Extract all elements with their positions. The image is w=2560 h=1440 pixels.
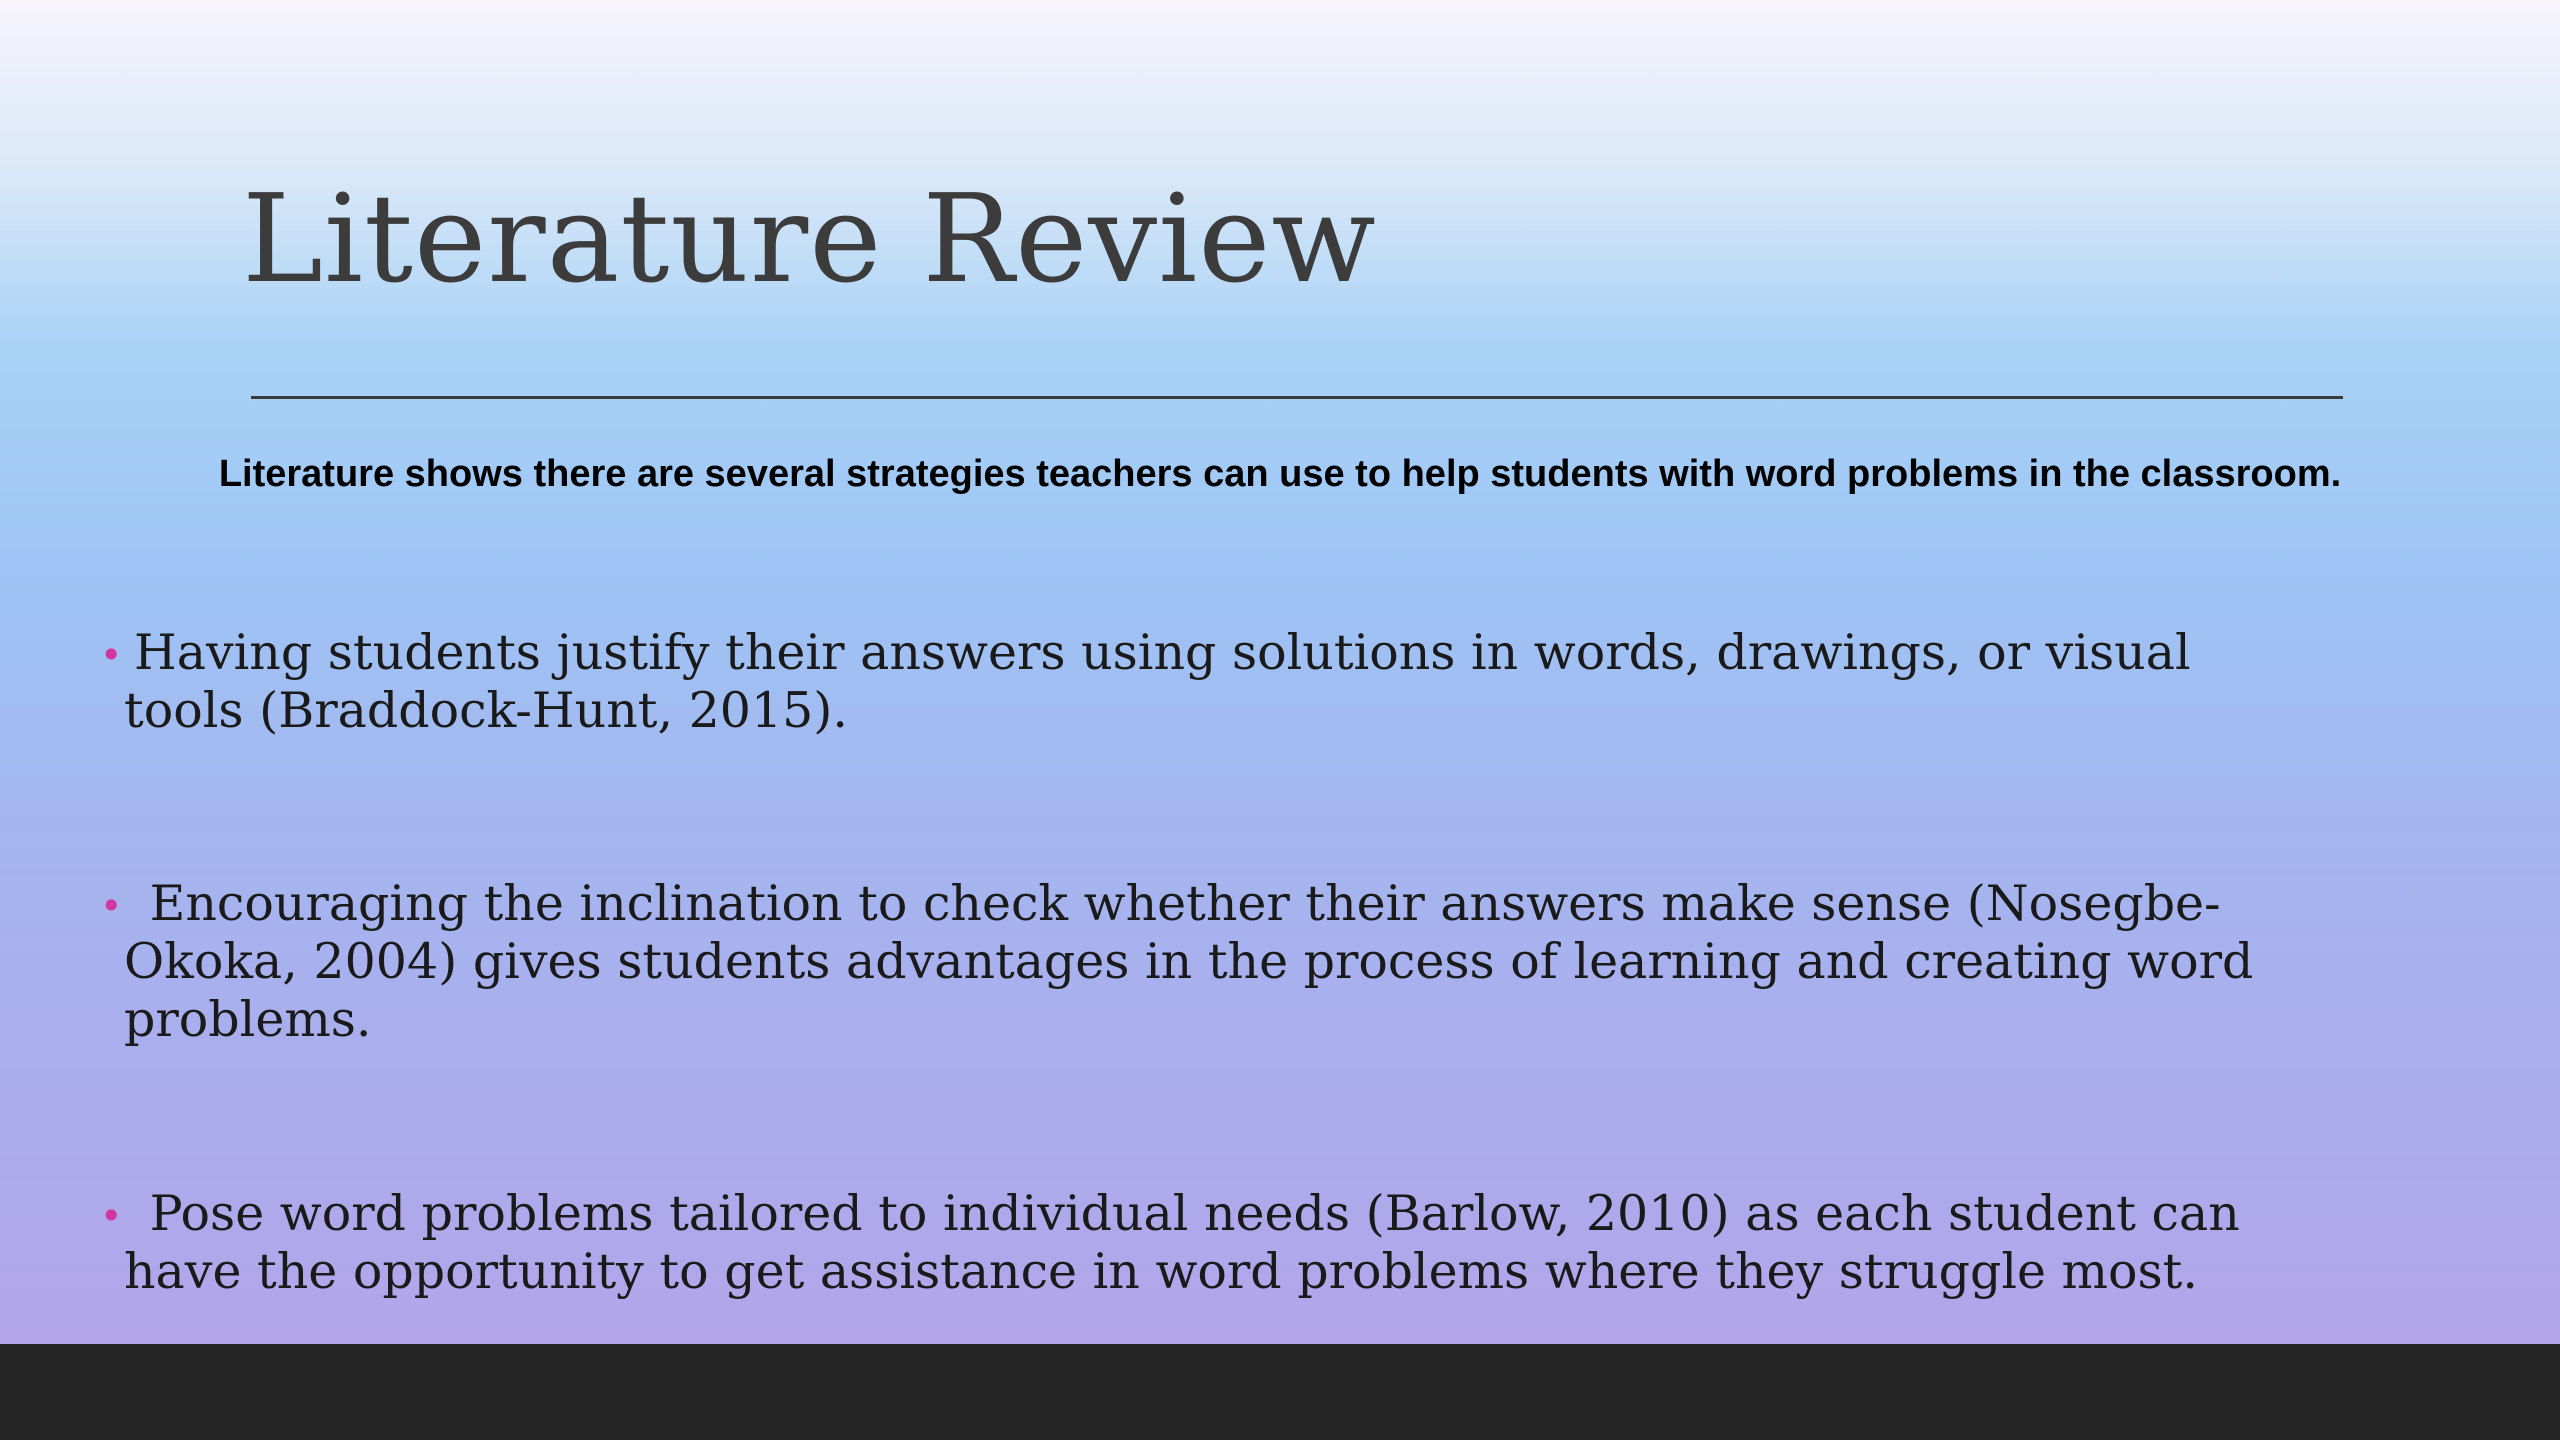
bullet-item [100,624,2400,740]
bullet-text-line: Okoka, 2004) gives students advantages in the process of learning and creating word [124,933,2254,990]
bullet-marker-icon: • [100,1194,123,1238]
bullet-text-line: tools (Braddock-Hunt, 2015). [124,682,848,739]
bullet-item [100,875,2400,1049]
bullet-text-line: Having students justify their answers using solutions in words, drawings, or visual [134,624,2191,681]
viewer-bottom-bar [0,1344,2560,1440]
slide-title: Literature Review [242,168,1377,310]
bullet-marker-icon: • [100,633,123,677]
bullet-text-line: Pose word problems tailored to individual needs (Barlow, 2010) as each student can [134,1185,2240,1242]
bullet-text-line: problems. [124,991,372,1048]
bullet-text-line: Encouraging the inclination to check whether their answers make sense (Nosegbe- [134,875,2221,932]
title-divider [251,396,2343,399]
bullet-marker-icon: • [100,884,123,928]
bullet-text-line: have the opportunity to get assistance in word problems where they struggle most. [124,1243,2198,1300]
bullet-item [100,1185,2400,1301]
slide-subtitle: Literature shows there are several strategies teachers can use to help students with word problems in the classroom. [218,453,2342,495]
